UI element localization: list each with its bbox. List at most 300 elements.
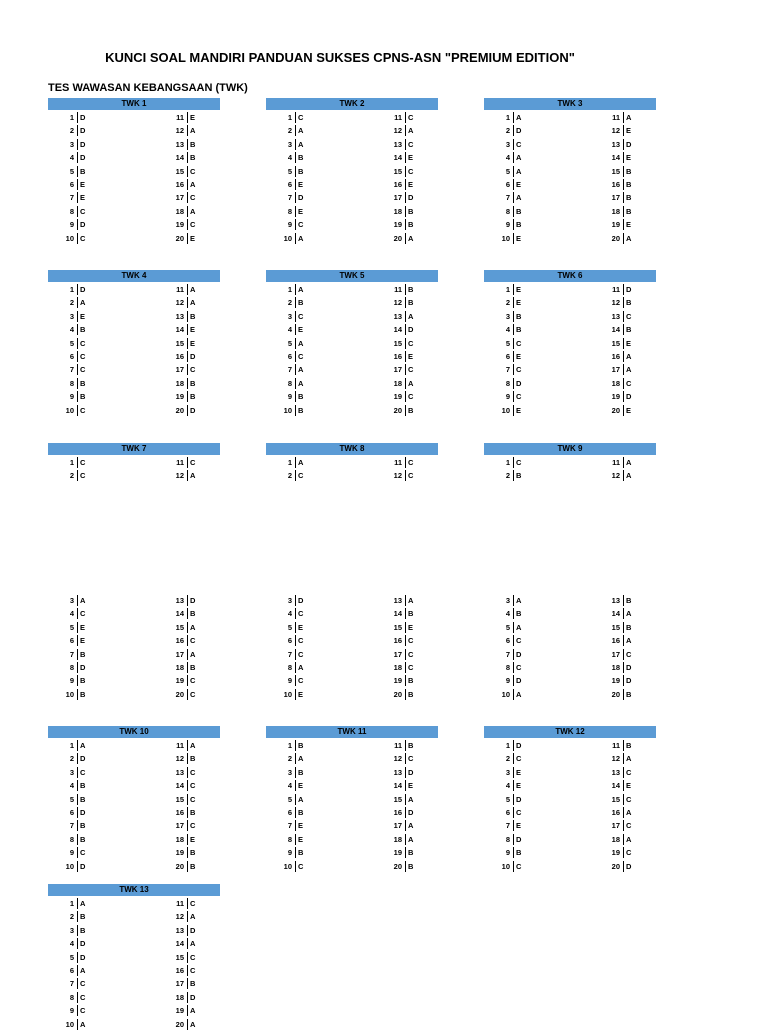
answer-row <box>48 688 220 701</box>
answer-letter: A <box>77 965 85 976</box>
answer-letter: B <box>623 595 631 606</box>
question-number: 4 <box>287 325 292 335</box>
answer-letter: B <box>187 391 195 402</box>
answer-letter: B <box>77 834 85 845</box>
answer-letter: C <box>187 952 195 963</box>
block-header: TWK 5 <box>266 270 438 283</box>
question-number: 10 <box>65 861 74 871</box>
answer-letter: D <box>623 675 631 686</box>
question-number: 18 <box>175 206 184 216</box>
question-number: 11 <box>394 458 402 467</box>
answer-row <box>48 232 220 245</box>
answer-letter: C <box>405 338 413 349</box>
question-number: 19 <box>175 1006 184 1016</box>
answer-letter: C <box>513 807 521 818</box>
question-number: 4 <box>69 939 74 949</box>
question-number: 5 <box>287 622 292 632</box>
question-number: 20 <box>611 861 620 871</box>
answer-row <box>266 178 438 191</box>
question-number: 10 <box>283 233 292 243</box>
question-number: 5 <box>69 794 74 804</box>
question-number: 7 <box>69 649 74 659</box>
question-number: 8 <box>287 834 292 844</box>
answer-letter: A <box>295 753 303 764</box>
answer-letter: B <box>513 219 521 230</box>
question-number: 18 <box>393 834 402 844</box>
answer-row <box>266 860 438 873</box>
question-number: 11 <box>612 741 620 750</box>
question-number: 17 <box>611 365 620 375</box>
answer-letter: D <box>295 192 303 203</box>
answer-letter: C <box>187 780 195 791</box>
answer-letter: C <box>623 847 631 858</box>
question-number: 6 <box>287 807 292 817</box>
question-number: 2 <box>287 754 292 764</box>
answer-letter: A <box>623 470 631 481</box>
answer-letter: A <box>513 689 521 700</box>
answer-letter: C <box>187 457 195 468</box>
answer-letter: B <box>405 675 413 686</box>
answer-row <box>484 634 656 647</box>
answer-letter: C <box>187 166 195 177</box>
answer-row <box>484 648 656 661</box>
answer-block <box>266 443 438 483</box>
question-number: 16 <box>611 179 620 189</box>
question-number: 17 <box>175 193 184 203</box>
answer-letter: B <box>187 753 195 764</box>
answer-row <box>266 191 438 204</box>
question-number: 1 <box>287 458 292 467</box>
question-number: 20 <box>175 689 184 699</box>
question-number: 13 <box>393 311 402 321</box>
question-number: 19 <box>393 392 402 402</box>
answer-block <box>48 98 220 245</box>
question-number: 16 <box>175 351 184 361</box>
question-number: 7 <box>505 821 510 831</box>
answer-letter: A <box>623 233 631 244</box>
answer-letter: D <box>623 284 631 295</box>
answer-row <box>48 323 220 336</box>
question-number: 1 <box>69 741 74 750</box>
question-number: 6 <box>69 351 74 361</box>
answer-letter: B <box>295 297 303 308</box>
question-number: 11 <box>394 113 402 122</box>
answer-row <box>266 363 438 376</box>
question-number: 1 <box>287 113 292 122</box>
question-number: 15 <box>611 622 620 632</box>
question-number: 14 <box>393 325 402 335</box>
question-number: 4 <box>287 153 292 163</box>
answer-letter: A <box>77 740 85 751</box>
answer-letter: A <box>295 364 303 375</box>
answer-letter: A <box>295 233 303 244</box>
question-number: 17 <box>611 821 620 831</box>
question-number: 3 <box>69 925 74 935</box>
answer-letter: A <box>623 834 631 845</box>
question-number: 3 <box>69 596 74 605</box>
answer-row <box>48 860 220 873</box>
answer-row <box>484 846 656 859</box>
answer-letter: A <box>295 662 303 673</box>
answer-letter: B <box>623 192 631 203</box>
answer-letter: B <box>187 807 195 818</box>
answer-letter: C <box>405 635 413 646</box>
question-number: 14 <box>611 153 620 163</box>
answer-letter: A <box>623 807 631 818</box>
answer-letter: B <box>77 794 85 805</box>
answer-row <box>266 337 438 350</box>
question-number: 9 <box>69 848 74 858</box>
question-number: 12 <box>393 126 402 136</box>
question-number: 2 <box>505 471 510 481</box>
question-number: 19 <box>393 220 402 230</box>
question-number: 1 <box>505 458 510 467</box>
question-number: 15 <box>175 952 184 962</box>
answer-block <box>484 98 656 245</box>
question-number: 11 <box>612 285 620 294</box>
block-header: TWK 2 <box>266 98 438 111</box>
question-number: 1 <box>505 113 510 122</box>
question-number: 14 <box>175 325 184 335</box>
question-number: 20 <box>175 233 184 243</box>
answer-letter: E <box>77 311 85 322</box>
answer-letter: A <box>295 284 303 295</box>
answer-row <box>266 232 438 245</box>
answer-letter: B <box>405 219 413 230</box>
answer-row <box>266 674 438 687</box>
answer-letter: C <box>187 364 195 375</box>
question-number: 2 <box>287 298 292 308</box>
answer-row <box>48 661 220 674</box>
question-number: 3 <box>69 767 74 777</box>
answer-letter: C <box>405 753 413 764</box>
answer-letter: A <box>187 206 195 217</box>
question-number: 1 <box>69 285 74 294</box>
question-number: 17 <box>175 821 184 831</box>
question-number: 14 <box>175 939 184 949</box>
answer-row <box>266 739 438 752</box>
answer-letter: B <box>623 297 631 308</box>
answer-letter: A <box>295 125 303 136</box>
answer-letter: D <box>77 112 85 123</box>
answer-row <box>484 191 656 204</box>
answer-letter: B <box>405 861 413 872</box>
answer-letter: A <box>295 338 303 349</box>
answer-letter: A <box>295 378 303 389</box>
answer-letter: D <box>513 834 521 845</box>
question-number: 12 <box>175 471 184 481</box>
question-number: 20 <box>611 689 620 699</box>
answer-letter: E <box>187 112 195 123</box>
answer-letter: A <box>405 794 413 805</box>
answer-letter: C <box>513 391 521 402</box>
answer-row <box>48 377 220 390</box>
answer-row <box>48 337 220 350</box>
block-header: TWK 1 <box>48 98 220 111</box>
answer-row <box>484 833 656 846</box>
answer-letter: A <box>187 649 195 660</box>
answer-letter: B <box>187 978 195 989</box>
answer-letter: E <box>295 820 303 831</box>
question-number: 15 <box>175 622 184 632</box>
question-number: 18 <box>611 662 620 672</box>
answer-letter: B <box>295 767 303 778</box>
answer-letter: A <box>623 351 631 362</box>
answer-letter: C <box>77 457 85 468</box>
question-number: 8 <box>505 662 510 672</box>
question-number: 11 <box>176 741 184 750</box>
question-number: 11 <box>176 458 184 467</box>
block-header: TWK 6 <box>484 270 656 283</box>
answer-letter: B <box>77 780 85 791</box>
answer-letter: D <box>513 740 521 751</box>
answer-letter: D <box>623 861 631 872</box>
answer-letter: A <box>187 297 195 308</box>
answer-letter: D <box>187 405 195 416</box>
answer-row <box>484 739 656 752</box>
answer-letter: B <box>405 297 413 308</box>
question-number: 18 <box>393 206 402 216</box>
question-number: 9 <box>287 392 292 402</box>
answer-row <box>48 833 220 846</box>
question-number: 14 <box>175 153 184 163</box>
answer-row <box>266 138 438 151</box>
question-number: 7 <box>69 365 74 375</box>
answer-row <box>48 621 220 634</box>
answer-row <box>484 310 656 323</box>
answer-letter: C <box>405 457 413 468</box>
question-number: 4 <box>505 781 510 791</box>
answer-letter: A <box>77 1019 85 1030</box>
answer-letter: B <box>623 324 631 335</box>
question-number: 8 <box>69 206 74 216</box>
question-number: 5 <box>505 622 510 632</box>
answer-letter: C <box>513 662 521 673</box>
question-number: 17 <box>175 979 184 989</box>
question-number: 16 <box>393 179 402 189</box>
answer-letter: D <box>513 649 521 660</box>
answer-letter: C <box>187 767 195 778</box>
answer-letter: B <box>187 152 195 163</box>
question-number: 5 <box>505 338 510 348</box>
answer-block <box>48 884 220 1031</box>
question-number: 10 <box>65 233 74 243</box>
question-number: 18 <box>175 378 184 388</box>
question-number: 12 <box>393 298 402 308</box>
question-number: 19 <box>393 676 402 686</box>
answer-letter: C <box>77 206 85 217</box>
question-number: 7 <box>69 821 74 831</box>
question-number: 9 <box>505 220 510 230</box>
answer-row <box>484 165 656 178</box>
question-number: 14 <box>175 609 184 619</box>
answer-block <box>266 98 438 245</box>
answer-row <box>48 991 220 1004</box>
answer-letter: C <box>77 767 85 778</box>
answer-letter: E <box>295 834 303 845</box>
question-number: 2 <box>69 126 74 136</box>
block-header: TWK 11 <box>266 726 438 739</box>
answer-letter: E <box>513 351 521 362</box>
answer-letter: A <box>623 753 631 764</box>
answer-letter: B <box>77 820 85 831</box>
question-number: 2 <box>69 754 74 764</box>
answer-letter: E <box>623 125 631 136</box>
question-number: 3 <box>505 767 510 777</box>
question-number: 20 <box>611 233 620 243</box>
answer-letter: C <box>405 112 413 123</box>
answer-letter: E <box>405 780 413 791</box>
answer-row <box>266 833 438 846</box>
answer-row <box>484 111 656 124</box>
question-number: 1 <box>69 113 74 122</box>
question-number: 14 <box>393 153 402 163</box>
question-number: 11 <box>612 458 620 467</box>
question-number: 4 <box>69 609 74 619</box>
answer-letter: C <box>513 861 521 872</box>
answer-row <box>266 310 438 323</box>
section-title: TES WAWASAN KEBANGSAAN (TWK) <box>48 82 248 94</box>
question-number: 7 <box>505 649 510 659</box>
answer-block <box>266 270 438 417</box>
answer-letter: B <box>623 689 631 700</box>
question-number: 14 <box>393 781 402 791</box>
answer-letter: C <box>513 364 521 375</box>
question-number: 11 <box>176 285 184 294</box>
question-number: 17 <box>393 193 402 203</box>
answer-letter: A <box>623 364 631 375</box>
answer-letter: C <box>295 351 303 362</box>
question-number: 18 <box>175 662 184 672</box>
answer-row <box>266 124 438 137</box>
answer-block <box>484 270 656 417</box>
question-number: 5 <box>287 338 292 348</box>
answer-letter: B <box>405 284 413 295</box>
answer-row <box>48 607 220 620</box>
block-header: TWK 8 <box>266 443 438 456</box>
answer-letter: A <box>513 112 521 123</box>
answer-row <box>484 860 656 873</box>
answer-row <box>484 688 656 701</box>
answer-letter: C <box>187 675 195 686</box>
answer-letter: E <box>295 780 303 791</box>
answer-letter: C <box>187 794 195 805</box>
answer-row <box>48 897 220 910</box>
answer-letter: C <box>623 311 631 322</box>
answer-letter: C <box>405 662 413 673</box>
answer-letter: C <box>513 753 521 764</box>
answer-row <box>266 621 438 634</box>
answer-letter: E <box>623 219 631 230</box>
question-number: 13 <box>393 596 402 605</box>
answer-block <box>48 443 220 483</box>
answer-letter: C <box>77 847 85 858</box>
answer-letter: A <box>77 898 85 909</box>
answer-letter: B <box>77 324 85 335</box>
question-number: 14 <box>611 781 620 791</box>
answer-letter: E <box>295 622 303 633</box>
answer-row <box>484 363 656 376</box>
answer-letter: A <box>405 311 413 322</box>
answer-letter: B <box>405 689 413 700</box>
question-number: 18 <box>611 834 620 844</box>
answer-letter: C <box>295 311 303 322</box>
answer-letter: A <box>405 595 413 606</box>
answer-row <box>48 910 220 923</box>
answer-row <box>48 456 220 469</box>
question-number: 5 <box>69 952 74 962</box>
answer-row <box>48 390 220 403</box>
answer-row <box>48 1004 220 1017</box>
answer-row <box>48 469 220 482</box>
question-number: 15 <box>611 166 620 176</box>
answer-letter: A <box>513 192 521 203</box>
answer-letter: D <box>77 952 85 963</box>
question-number: 1 <box>69 458 74 467</box>
answer-row <box>48 951 220 964</box>
answer-letter: C <box>77 992 85 1003</box>
question-number: 12 <box>175 754 184 764</box>
answer-row <box>484 151 656 164</box>
answer-letter: C <box>405 391 413 402</box>
answer-letter: D <box>77 807 85 818</box>
answer-row <box>484 806 656 819</box>
question-number: 9 <box>287 220 292 230</box>
answer-letter: E <box>187 834 195 845</box>
question-number: 2 <box>287 471 292 481</box>
answer-letter: B <box>623 740 631 751</box>
question-number: 10 <box>283 689 292 699</box>
question-number: 18 <box>611 378 620 388</box>
question-number: 14 <box>611 325 620 335</box>
answer-letter: C <box>77 978 85 989</box>
answer-letter: E <box>513 179 521 190</box>
question-number: 19 <box>175 220 184 230</box>
question-number: 8 <box>287 378 292 388</box>
answer-letter: E <box>295 206 303 217</box>
answer-row <box>48 350 220 363</box>
answer-letter: C <box>77 351 85 362</box>
answer-letter: B <box>513 206 521 217</box>
answer-row <box>484 337 656 350</box>
answer-row <box>48 1018 220 1031</box>
answer-letter: E <box>187 338 195 349</box>
question-number: 9 <box>69 676 74 686</box>
answer-row <box>484 661 656 674</box>
answer-row <box>48 648 220 661</box>
answer-row <box>48 111 220 124</box>
question-number: 9 <box>505 848 510 858</box>
question-number: 7 <box>287 365 292 375</box>
answer-row <box>48 977 220 990</box>
answer-letter: A <box>513 595 521 606</box>
question-number: 6 <box>505 807 510 817</box>
answer-row <box>266 594 438 607</box>
question-number: 8 <box>287 662 292 672</box>
answer-letter: D <box>187 925 195 936</box>
answer-letter: C <box>623 820 631 831</box>
answer-row <box>48 634 220 647</box>
question-number: 18 <box>175 834 184 844</box>
answer-row <box>266 165 438 178</box>
answer-row <box>484 323 656 336</box>
answer-letter: E <box>513 297 521 308</box>
answer-row <box>266 218 438 231</box>
question-number: 7 <box>505 193 510 203</box>
answer-row <box>266 688 438 701</box>
answer-letter: C <box>295 470 303 481</box>
question-number: 13 <box>393 139 402 149</box>
